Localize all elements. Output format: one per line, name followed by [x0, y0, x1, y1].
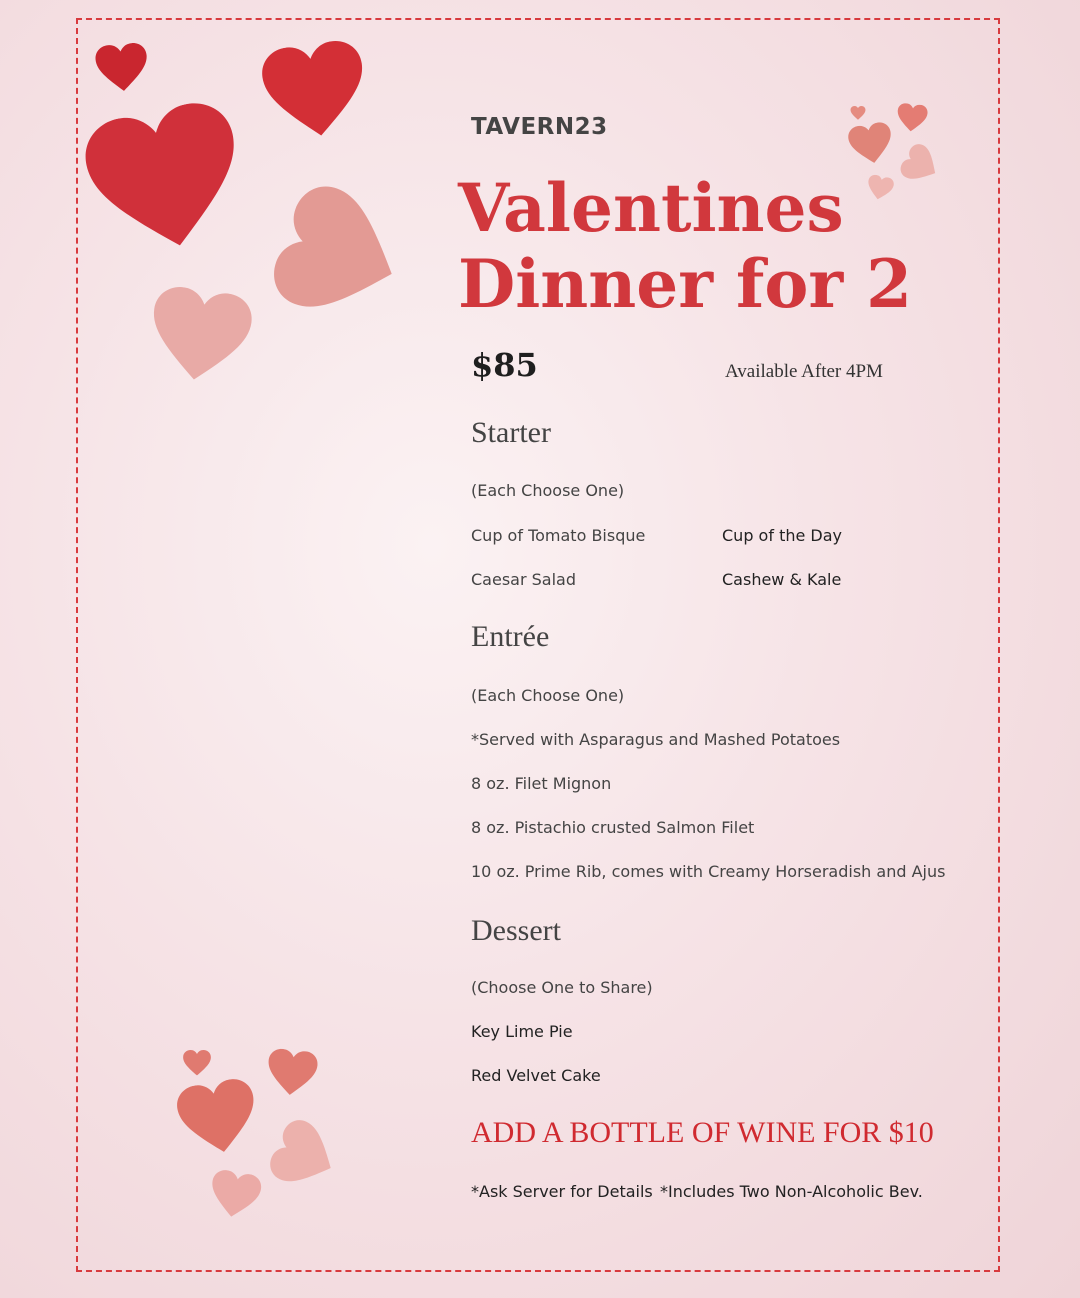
dessert-item: Red Velvet Cake: [471, 1066, 601, 1085]
starter-note: (Each Choose One): [471, 481, 625, 500]
starter-item: Cup of the Day: [722, 526, 842, 545]
entree-item: 8 oz. Pistachio crusted Salmon Filet: [471, 818, 755, 837]
availability-note: Available After 4PM: [725, 361, 883, 382]
heart-icon: [252, 37, 378, 146]
footnote: *Includes Two Non-Alcoholic Bev.: [660, 1182, 923, 1201]
heart-icon: [170, 1075, 265, 1160]
dessert-heading: Dessert: [471, 914, 561, 947]
heart-icon: [845, 120, 897, 167]
starter-item: Cashew & Kale: [722, 570, 842, 589]
entree-note: (Each Choose One): [471, 686, 625, 705]
entree-heading: Entrée: [471, 620, 550, 653]
heart-icon: [895, 102, 930, 133]
heart-icon: [204, 1168, 265, 1223]
starter-heading: Starter: [471, 416, 551, 449]
heart-icon: [182, 1050, 212, 1076]
starter-item: Caesar Salad: [471, 570, 576, 589]
title-line-2: Dinner for 2: [458, 245, 913, 323]
heart-icon: [140, 283, 260, 389]
entree-item: 8 oz. Filet Mignon: [471, 774, 612, 793]
heart-icon: [92, 42, 152, 95]
dessert-item: Key Lime Pie: [471, 1022, 573, 1041]
wine-offer: ADD A BOTTLE OF WINE FOR $10: [471, 1116, 934, 1149]
heart-icon: [850, 106, 866, 120]
entree-item: 10 oz. Prime Rib, comes with Creamy Horseradish and Ajus: [471, 862, 946, 881]
heart-icon: [262, 1047, 323, 1099]
dessert-note: (Choose One to Share): [471, 978, 653, 997]
page-title: [458, 170, 912, 322]
entree-served-with: *Served with Asparagus and Mashed Potatoes: [471, 730, 841, 749]
footnote: *Ask Server for Details: [471, 1182, 653, 1201]
restaurant-name: TAVERN23: [471, 114, 608, 140]
title-line-1: Valentines: [458, 169, 844, 247]
price: $85: [471, 346, 538, 384]
starter-item: Cup of Tomato Bisque: [471, 526, 646, 545]
